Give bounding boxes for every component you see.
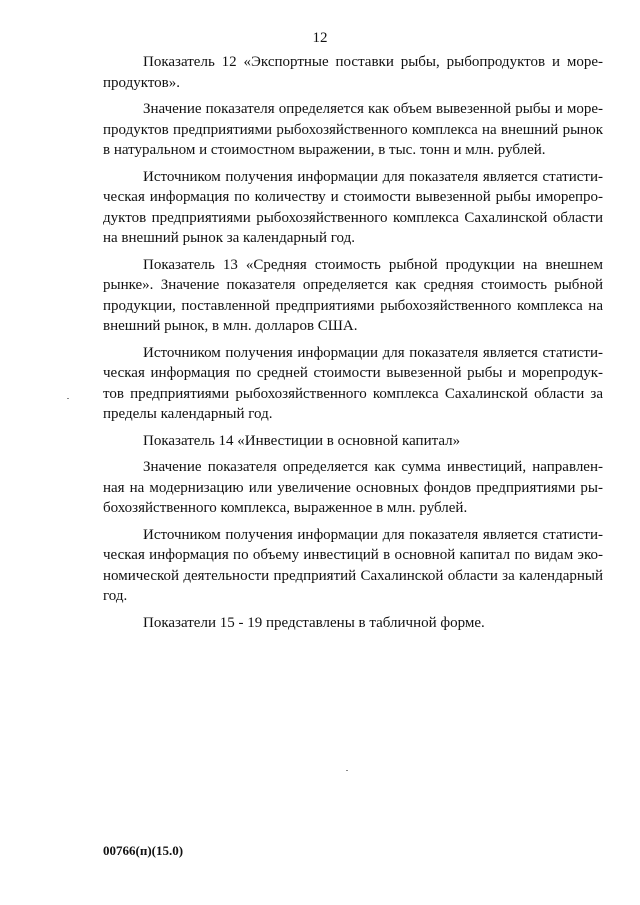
paragraph-indicators-15-19 (103, 613, 603, 634)
text-line: ческая информация по объему инвестиций в основной капитал по видам эко- (103, 547, 603, 563)
paragraph-indicator-12-definition (103, 99, 603, 161)
paragraph-indicator-14-source (103, 525, 603, 607)
text-line: Показатель 14 «Инвестиции в основной капитал» (143, 432, 461, 449)
paragraph-indicator-14 (103, 431, 603, 452)
document-code: 00766(п)(15.0) (103, 843, 184, 858)
text-line: ная на модернизацию или увеличение основных фондов предприятиями ры- (103, 479, 603, 496)
paragraph-indicator-13-source (103, 343, 603, 425)
paragraph-indicator-12-source (103, 167, 603, 249)
text-line: Показатель 12 «Экспортные поставки рыбы, рыбопродуктов и море- (143, 54, 603, 70)
text-line: ческая информация по средней стоимости вывезенной рыбы и морепродук- (103, 365, 603, 381)
paragraph-indicator-13 (103, 255, 603, 337)
text-line: внешний рынок, в млн. долларов США. (103, 318, 358, 334)
text-line: Показатели 15 - 19 представлены в табличной форме. (143, 614, 485, 631)
text-line: продуктов предприятиями рыбохозяйственного комплекса на внешний рынок (103, 121, 603, 138)
paragraph-indicator-14-definition (103, 457, 603, 519)
text-line: Источником получения информации для показателя является статисти- (143, 344, 603, 361)
text-line: дуктов предприятиями рыбохозяйственного комплекса Сахалинской области (103, 209, 603, 226)
text-line: Показатель 13 «Средняя стоимость рыбной продукции на внешнем (143, 256, 603, 273)
text-line: ческая информация по количеству и стоимости вывезенной рыбы иморепро- (103, 189, 603, 205)
text-line: Источником получения информации для показателя является статисти- (143, 526, 603, 543)
text-line: рынке». Значение показателя определяется как средняя стоимость рыбной (103, 277, 603, 293)
text-line: год. (103, 588, 128, 604)
text-line: бохозяйственного комплекса, выраженное в млн. рублей. (103, 500, 468, 516)
page-number: 12 (312, 30, 328, 46)
text-line: пределы календарный год. (103, 406, 273, 422)
text-line: Источником получения информации для показателя является статисти- (143, 168, 603, 185)
document-body (103, 52, 603, 639)
text-line: номической деятельности предприятий Сахалинской области за календарный (103, 567, 603, 584)
text-line: продуктов». (103, 74, 181, 91)
text-line: продукции, поставленной предприятиями рыбохозяйственного комплекса на (103, 297, 603, 314)
scan-speck (67, 398, 69, 399)
text-line: в натуральном и стоимостном выражении, в тыс. тонн и млн. рублей. (103, 142, 546, 158)
text-line: Значение показателя определяется как сумма инвестиций, направлен- (143, 459, 603, 475)
paragraph-indicator-12 (103, 52, 603, 93)
scan-speck (346, 770, 348, 771)
text-line: тов предприятиями рыбохозяйственного комплекса Сахалинской области за (103, 385, 603, 402)
text-line: Значение показателя определяется как объем вывезенной рыбы и море- (143, 101, 603, 117)
text-line: на внешний рынок за календарный год. (103, 230, 355, 246)
